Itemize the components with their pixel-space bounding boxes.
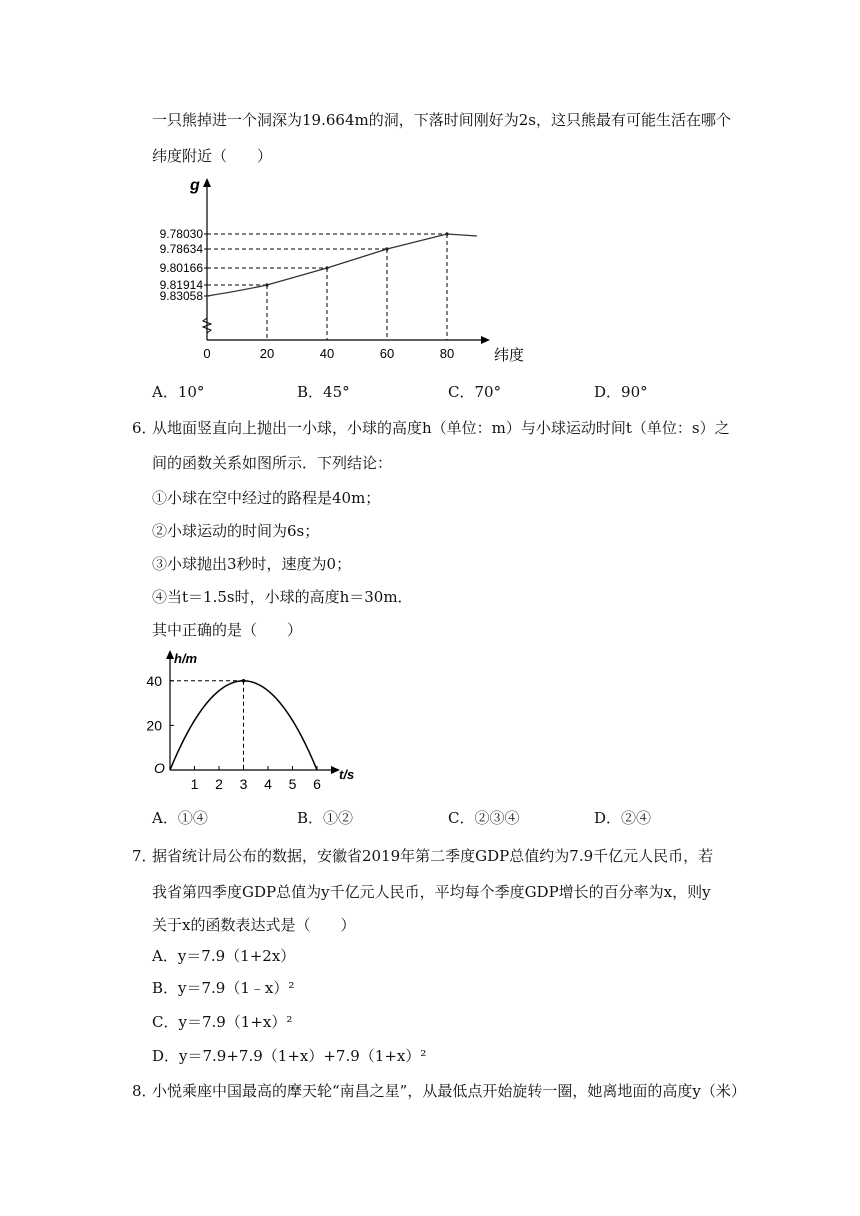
q6-ytick-label: 40: [146, 672, 162, 689]
q6-y-arrow: [166, 650, 174, 659]
q5-option-d[interactable]: D．90°: [594, 383, 648, 401]
q5-xtick-label: 40: [319, 346, 335, 361]
q5-xtick-label: 0: [203, 346, 211, 361]
q6-y-label: h/m: [174, 651, 198, 666]
q5-line1: 一只熊掉进一个洞深为19.664m的洞，下落时间刚好为2s，这只熊最有可能生活在哪个: [152, 111, 731, 129]
q5-option-b[interactable]: B．45°: [297, 383, 350, 401]
q5-ytick-label: 9.83058: [159, 289, 203, 303]
q7-line1: 据省统计局公布的数据，安徽省2019年第二季度GDP总值约为7.9千亿元人民币，若: [152, 847, 714, 865]
q6-question: 其中正确的是（ ）: [152, 621, 303, 639]
q5-ytick-label: 9.81914: [159, 278, 203, 292]
q5-gravity-curve: [207, 234, 477, 296]
q6-xtick-label: 1: [190, 776, 199, 792]
q7-option-b[interactable]: B．y＝7.9（1﹣x）²: [152, 979, 295, 997]
q6-option-c[interactable]: C．②③④: [448, 809, 520, 827]
q7-option-c[interactable]: C．y＝7.9（1+x）²: [152, 1013, 293, 1031]
q6-option-a[interactable]: A．①④: [152, 809, 208, 827]
q6-xtick-label: 5: [288, 776, 297, 792]
q6-origin: O: [154, 760, 165, 776]
q7-line3: 关于x的函数表达式是（ ）: [152, 916, 356, 934]
q7-line2: 我省第四季度GDP总值为y千亿元人民币，平均每个季度GDP增长的百分率为x，则y: [152, 883, 711, 901]
q7-number: 7．: [132, 847, 157, 865]
q5-y-label: g: [190, 177, 200, 194]
q6-option-d[interactable]: D．②④: [594, 809, 652, 827]
q6-xtick-label: 4: [264, 776, 272, 792]
q6-statement-4: ④当t＝1.5s时，小球的高度h＝30m．: [152, 588, 413, 606]
q8-line1: 小悦乘座中国最高的摩天轮“南昌之星”，从最低点开始旋转一圈，她离地面的高度y（米）: [152, 1082, 746, 1100]
q5-option-a[interactable]: A．10°: [152, 383, 205, 401]
q6-xtick-label: 6: [313, 776, 321, 792]
q6-line1: 从地面竖直向上抛出一小球，小球的高度h（单位：m）与小球运动时间t（单位：s）之: [152, 419, 730, 437]
q6-xtick-label: 3: [239, 776, 248, 792]
q6-statement-1: ①小球在空中经过的路程是40m；: [152, 489, 381, 507]
q8-number: 8．: [132, 1082, 157, 1100]
q6-statement-2: ②小球运动的时间为6s；: [152, 522, 320, 540]
q6-statement-3: ③小球抛出3秒时，速度为0；: [152, 555, 352, 573]
q6-height-chart: [140, 645, 380, 795]
q5-gravity-chart: [140, 170, 540, 370]
q6-ytick-label: 20: [146, 717, 162, 734]
q7-option-a[interactable]: A．y＝7.9（1+2x）: [152, 947, 296, 965]
q5-xtick-label: 60: [379, 346, 395, 361]
q6-xtick-label: 2: [215, 776, 223, 792]
q5-ytick-label: 9.78634: [159, 242, 203, 256]
q5-line2: 纬度附近（ ）: [152, 147, 273, 165]
q6-x-label: t/s: [339, 767, 355, 782]
q6-number: 6．: [132, 419, 157, 437]
q5-xtick-label: 80: [439, 346, 455, 361]
q6-option-b[interactable]: B．①②: [297, 809, 354, 827]
q5-x-label: 纬度: [494, 346, 525, 364]
q5-y-arrow: [203, 178, 211, 187]
q5-ytick-label: 9.78030: [159, 227, 203, 241]
q6-line2: 间的函数关系如图所示．下列结论：: [152, 454, 393, 472]
q5-x-arrow: [481, 336, 490, 344]
q5-option-c[interactable]: C．70°: [448, 383, 502, 401]
q7-option-d[interactable]: D．y＝7.9+7.9（1+x）+7.9（1+x）²: [152, 1047, 427, 1065]
q5-ytick-label: 9.80166: [159, 261, 203, 275]
q5-xtick-label: 20: [259, 346, 275, 361]
